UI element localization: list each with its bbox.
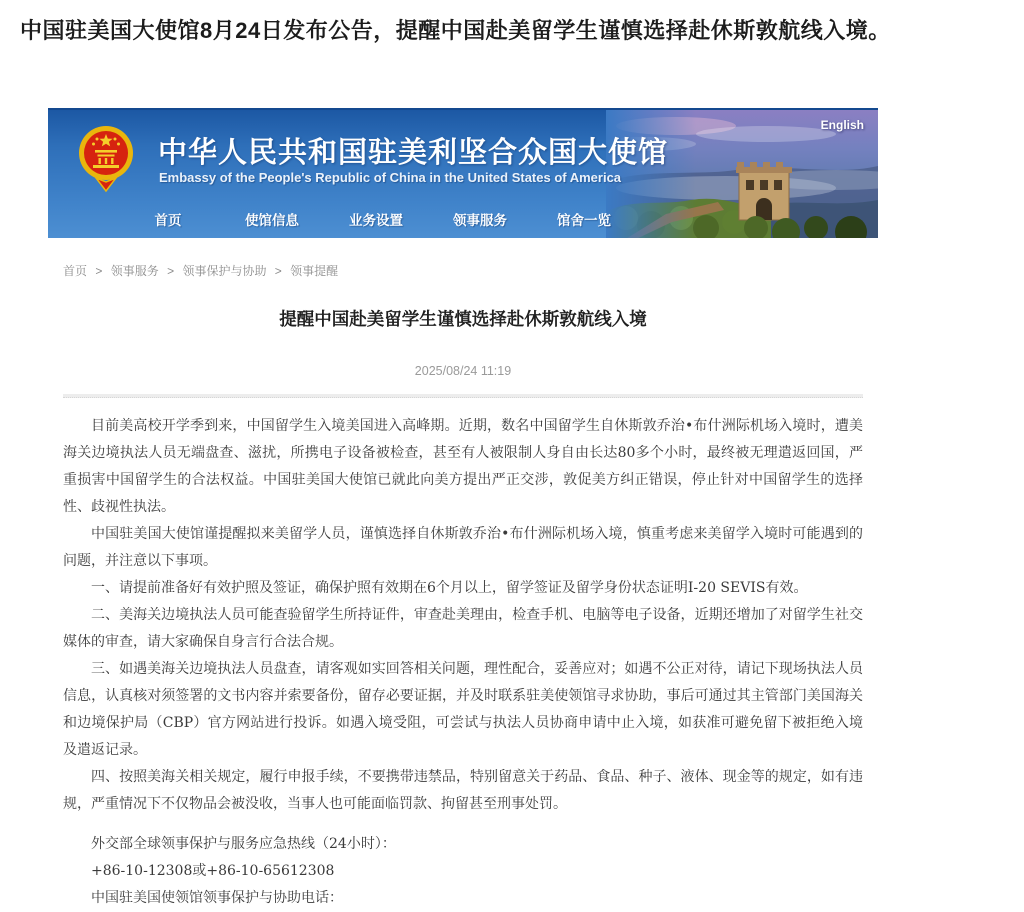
paragraph-item-3: 三、如遇美海关边境执法人员盘查，请客观如实回答相关问题，理性配合，妥善应对；如遇不公正对待，请记下现场执法人员信息，认真核对须签署的文书内容并索要备份，留存必要证据，并及时联系驻美使领馆寻求协助，事后可通过其主管部门美国海关和边境保护局（CBP）官方网站进行投诉。如遇入境受阻，可尝试与执法人员协商申请中止入境，如获准可避免留下被拒绝入境及遣返记录。 bbox=[63, 661, 863, 758]
article-body bbox=[63, 413, 863, 912]
breadcrumb-separator: > bbox=[95, 264, 103, 278]
breadcrumb-consular-reminder[interactable]: 领事提醒 bbox=[290, 264, 339, 278]
paragraph-reminder: 中国驻美国大使馆谨提醒拟来美留学人员，谨慎选择自休斯敦乔治•布什洲际机场入境，慎重考虑来美留学入境时可能遇到的问题，并注意以下事项。 bbox=[63, 526, 863, 569]
breadcrumb-consular-services[interactable]: 领事服务 bbox=[110, 264, 159, 278]
breadcrumb-separator: > bbox=[167, 264, 175, 278]
article-date: 2025/08/24 11:19 bbox=[414, 364, 512, 378]
article-content bbox=[48, 238, 878, 912]
main-nav bbox=[116, 206, 636, 232]
breadcrumb bbox=[63, 262, 863, 279]
hotline-block bbox=[63, 831, 863, 912]
hotline-embassy-phones-label: 中国驻美国使领馆领事保护与协助电话： bbox=[91, 890, 343, 906]
embassy-title-en: Embassy of the People's Republic of China in the United States of America bbox=[159, 170, 622, 185]
embassy-banner bbox=[48, 108, 878, 238]
hotline-numbers: +86-10-12308或+86-10-65612308 bbox=[91, 863, 335, 879]
national-emblem-icon bbox=[78, 125, 134, 193]
hotline-title: 外交部全球领事保护与服务应急热线（24小时）： bbox=[91, 836, 396, 852]
embassy-title-cn: 中华人民共和国驻美利坚合众国大使馆 bbox=[158, 137, 669, 169]
breadcrumb-separator: > bbox=[274, 264, 282, 278]
article-title: 提醒中国赴美留学生谨慎选择赴休斯敦航线入境 bbox=[279, 309, 647, 329]
nav-item-embassy-info[interactable]: 使馆信息 bbox=[245, 213, 299, 228]
page-headline: 中国驻美国大使馆8月24日发布公告，提醒中国赴美留学生谨慎选择赴休斯敦航线入境。 bbox=[20, 18, 891, 43]
english-language-link[interactable]: English bbox=[820, 118, 864, 132]
paragraph-item-2: 二、美海关边境执法人员可能查验留学生所持证件，审查赴美理由，检查手机、电脑等电子设备，近期还增加了对留学生社交媒体的审查，请大家确保自身言行合法合规。 bbox=[63, 607, 863, 650]
paragraph-item-4: 四、按照美海关相关规定，履行申报手续，不要携带违禁品，特别留意关于药品、食品、种子、液体、现金等的规定，如有违规，严重情况下不仅物品会被没收，当事人也可能面临罚款、拘留甚至刑事处罚。 bbox=[63, 769, 863, 812]
breadcrumb-protection-assistance[interactable]: 领事保护与协助 bbox=[182, 264, 267, 278]
divider bbox=[63, 394, 863, 398]
paragraph-item-1: 一、请提前准备好有效护照及签证，确保护照有效期在6个月以上，留学签证及留学身份状态证明I-20 SEVIS有效。 bbox=[91, 580, 808, 596]
nav-item-home[interactable]: 首页 bbox=[154, 213, 182, 228]
nav-item-buildings-overview[interactable]: 馆舍一览 bbox=[557, 213, 611, 228]
paragraph-intro: 目前美高校开学季到来，中国留学生入境美国进入高峰期。近期，数名中国留学生自休斯敦乔治•布什洲际机场入境时，遭美海关边境执法人员无端盘查、滋扰，所携电子设备被检查，甚至有人被限制人身自由长达80多个小时，最终被无理遣返回国，严重损害中国留学生的合法权益。中国驻美国大使馆已就此向美方提出严正交涉，敦促美方纠正错误，停止针对中国留学生的选择性、歧视性执法。 bbox=[63, 418, 863, 515]
nav-item-consular-services[interactable]: 领事服务 bbox=[453, 213, 507, 228]
nav-item-services-setup[interactable]: 业务设置 bbox=[349, 213, 403, 228]
breadcrumb-home[interactable]: 首页 bbox=[63, 264, 88, 278]
